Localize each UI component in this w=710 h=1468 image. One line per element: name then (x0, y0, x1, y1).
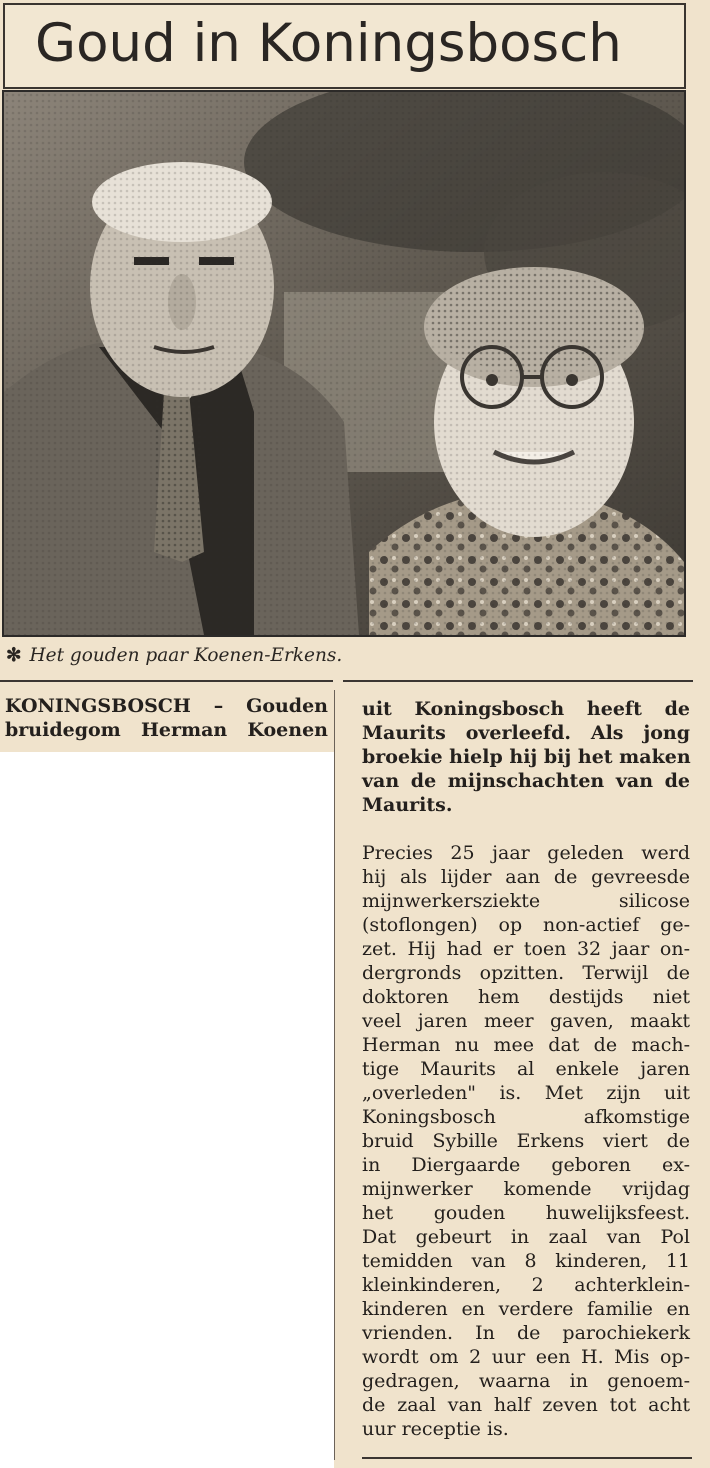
body-paragraph (362, 841, 690, 1441)
text-line: van de mijnschachten van de (362, 770, 690, 792)
bottom-divider (362, 1457, 692, 1459)
headline: Goud in Koningsbosch (35, 13, 622, 74)
text-line: hij als lijder aan de gevreesde (362, 866, 690, 888)
text-line: uur receptie is. (362, 1418, 509, 1440)
paragraph-gap (362, 817, 690, 841)
article-column-2 (362, 697, 690, 1441)
text-line: wordt om 2 uur een H. Mis op- (362, 1346, 690, 1368)
text-line: „overleden" is. Met zijn uit (362, 1082, 690, 1104)
text-line: Herman nu mee dat de mach- (362, 1034, 690, 1056)
divider-right (343, 680, 693, 682)
divider-left (0, 680, 333, 682)
text-line: bruid Sybille Erkens viert de (362, 1130, 690, 1152)
caption-text: Het gouden paar Koenen-Erkens. (29, 645, 343, 666)
text-line: gedragen, waarna in genoem- (362, 1370, 690, 1392)
text-line: Maurits overleefd. Als jong (362, 722, 690, 744)
photo-couple-icon (4, 92, 684, 635)
text-line: doktoren hem destijds niet (362, 986, 690, 1008)
text-line: de zaal van half zeven tot acht (362, 1394, 690, 1416)
text-line: dergronds opzitten. Terwijl de (362, 962, 690, 984)
text-line: mijnwerkersziekte silicose (362, 890, 690, 912)
text-line: zet. Hij had er toen 32 jaar on- (362, 938, 690, 960)
photo-caption (6, 645, 666, 666)
headline-box (3, 3, 686, 89)
lead-line: bruidegom Herman Koenen (5, 719, 328, 741)
text-line: Maurits. (362, 794, 453, 816)
column-divider (334, 690, 335, 1460)
text-line: kinderen en verdere familie en (362, 1298, 690, 1320)
text-line: mijnwerker komende vrijdag (362, 1178, 690, 1200)
text-line: Koningsbosch afkomstige (362, 1106, 690, 1128)
lead-line: KONINGSBOSCH – Gouden (5, 695, 328, 717)
article-column-1 (5, 694, 328, 742)
text-line: broekie hielp hij bij het maken (362, 746, 691, 768)
text-line: veel jaren meer gaven, maakt (362, 1010, 690, 1032)
text-line: (stoflongen) op non-actief ge- (362, 914, 690, 936)
text-line: in Diergaarde geboren ex- (362, 1154, 690, 1176)
text-line: het gouden huwelijksfeest. (362, 1202, 690, 1224)
text-line: tige Maurits al enkele jaren (362, 1058, 690, 1080)
text-line: vrienden. In de parochiekerk (362, 1322, 690, 1344)
text-line: kleinkinderen, 2 achterklein- (362, 1274, 690, 1296)
text-line: uit Koningsbosch heeft de (362, 698, 690, 720)
lead-continuation (362, 697, 690, 817)
text-line: Precies 25 jaar geleden werd (362, 842, 690, 864)
text-line: temidden van 8 kinderen, 11 (362, 1250, 690, 1272)
couple-photo (2, 90, 686, 637)
asterisk-icon: ✻ (6, 645, 22, 666)
text-line: Dat gebeurt in zaal van Pol (362, 1226, 690, 1248)
